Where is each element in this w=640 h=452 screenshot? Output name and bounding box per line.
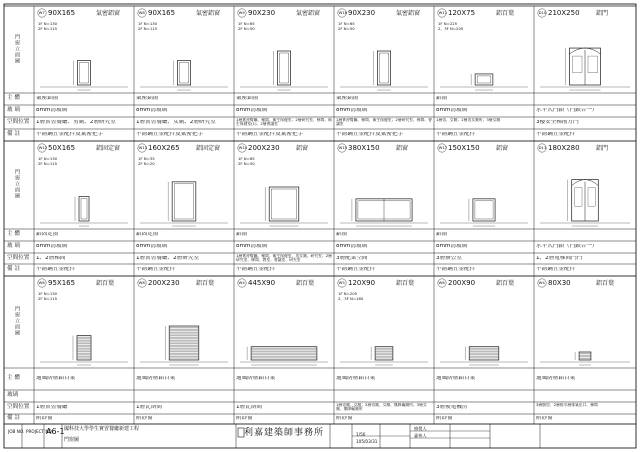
install-note: 2F N=50 <box>338 26 355 31</box>
elevation-w14 <box>269 187 299 221</box>
cell-location: 3層後電機房 <box>436 405 468 410</box>
cell-glass: 8mm清玻璃 <box>236 108 268 113</box>
cell-main: 氣密鋁窗 <box>36 96 59 101</box>
project-no-label: PROJECT NO. <box>26 429 54 434</box>
row-label-location: 空間位置 <box>7 254 30 261</box>
item-code: W6 <box>438 280 445 285</box>
item-name: 鋁固定窗 <box>196 144 221 152</box>
job-no-label: JOB NO. <box>8 429 25 434</box>
row-label-glass: 玻 璃 <box>7 107 20 113</box>
date-value: 105/03/31 <box>356 439 378 444</box>
cell-main: 鋁窗 <box>436 96 448 101</box>
item-code: W4 <box>538 280 545 285</box>
elevation-d11-panel <box>575 188 582 207</box>
sheet-number: A6-1 <box>46 427 65 436</box>
elevation-w8-sash <box>179 63 188 83</box>
cell-glass: 8mm清玻璃 <box>436 108 468 113</box>
item-name: 鋁百葉 <box>396 279 415 287</box>
elevation-w4 <box>579 352 591 360</box>
client-name: 國科技大學學生實習餐廳新建工程 <box>64 426 140 432</box>
install-note: 2F N=50 <box>238 161 255 166</box>
item-dimension: 210X250 <box>548 8 580 17</box>
install-note: 1F N=130 <box>38 291 58 296</box>
item-dimension: 380X150 <box>348 143 380 152</box>
cell-remark: 附紗窗 <box>36 416 53 421</box>
cell-main: 氣密鋁窗 <box>136 96 159 101</box>
item-dimension: 200X230 <box>148 278 180 287</box>
item-dimension: 120X90 <box>348 278 376 287</box>
cell-main: 通風防塵鋁百葉 <box>536 376 576 381</box>
elevation-w11-sash <box>477 76 491 83</box>
cell-main: 通風防塵鋁百葉 <box>36 376 76 381</box>
elevation-w13-sash <box>174 184 194 219</box>
sheet-name: 門窗圖 <box>64 437 80 443</box>
elevation-w9-sash <box>279 53 288 83</box>
cell-remark: 不銹鋼五金配件 <box>236 267 276 272</box>
item-dimension: 90X165 <box>148 8 176 17</box>
cell-remark: 不銹鋼五金配件 <box>536 267 576 272</box>
item-name: 鋁百葉 <box>496 9 515 17</box>
item-dimension: 200X90 <box>448 278 476 287</box>
cell-glass: 8mm清玻璃 <box>136 244 168 249</box>
cell-main: 通風防塵鋁百葉 <box>436 376 476 381</box>
elevation-label: 門窗立面圖 <box>14 306 20 336</box>
install-note: 2F N=20 <box>138 161 155 166</box>
cell-main: 氣密鋁窗 <box>236 96 259 101</box>
cell-remark: 附紗窗 <box>536 416 553 421</box>
cell-glass: 8mm清玻璃 <box>336 244 368 249</box>
cell-glass: 8mm清玻璃 <box>136 108 168 113</box>
cell-location: 1層實習餐廳、梯間、衛生保健室、男女廁、研究室；2層研究室、梯間、教室、會議室、研究室 <box>236 254 332 263</box>
cell-main: 鋁窗 <box>236 232 248 237</box>
cell-location: 1層實習餐廳、男廁、2層研究室 <box>36 120 116 125</box>
cell-main: 鋁窗 <box>336 232 348 237</box>
item-code: W6 <box>38 280 45 285</box>
item-name: 氣密鋁窗 <box>196 9 221 17</box>
cell-main: 鋁窗 <box>436 232 448 237</box>
cell-main: 氣密鋁窗 <box>336 96 359 101</box>
row-label-location: 空間位置 <box>7 119 30 125</box>
item-code: W9 <box>238 10 245 15</box>
item-dimension: 90X230 <box>248 8 276 17</box>
install-note: 2F N=50 <box>238 26 255 31</box>
item-code: W11 <box>438 10 448 15</box>
install-note: 1F N=130 <box>38 21 58 26</box>
item-dimension: 120X75 <box>448 8 476 17</box>
item-name: 鋁百葉 <box>296 279 315 287</box>
cell-glass: 8mm清玻璃 <box>36 108 68 113</box>
install-note: 2F N=115 <box>138 26 158 31</box>
item-code: D10 <box>538 10 547 15</box>
drawn-label: 繪製人 <box>414 426 427 431</box>
scale-value: 1/50 <box>356 432 366 437</box>
install-note: 1F N=225 <box>438 21 458 26</box>
install-note: 1F N=65 <box>238 21 255 26</box>
item-dimension: 50X165 <box>48 143 76 152</box>
elevation-d11-panel <box>588 188 595 207</box>
cell-remark: 附紗窗 <box>336 416 353 421</box>
item-code: W14 <box>238 145 248 150</box>
cell-location: 1層男廁、女廁；2層男廁、女廁、無障礙廁所；3層女廁、無障礙廁所 <box>336 403 427 412</box>
item-dimension: 180X280 <box>548 143 580 152</box>
item-name: 氣密鋁窗 <box>296 9 321 17</box>
row-label-main: 主 體 <box>7 375 20 381</box>
elevation-w12-sash <box>81 199 87 219</box>
cell-remark: 附紗窗 <box>136 416 153 421</box>
elevation-w7-sash <box>79 63 88 83</box>
install-note: 1F N=130 <box>38 156 58 161</box>
row-label-location: 空間位置 <box>7 404 30 410</box>
item-name: 鋁門 <box>596 144 609 152</box>
cell-main: 鋁固定窗 <box>136 232 159 237</box>
cell-remark: 不銹鋼五金配件及氣密把手 <box>36 132 104 137</box>
cell-location: 1、2層電梯間門門 <box>536 255 583 261</box>
item-name: 鋁窗 <box>296 144 309 152</box>
item-name: 鋁門 <box>596 9 609 17</box>
row-label-remark_r3: 備 註 <box>7 415 20 421</box>
elevation-w12 <box>79 197 89 221</box>
cell-location: 1層瓦斯間 <box>136 405 162 410</box>
elevation-label: 門窗立面圖 <box>14 169 20 199</box>
item-name: 鋁百葉 <box>196 279 215 287</box>
elevation-w14-sash <box>271 189 297 219</box>
item-name: 鋁百葉 <box>96 279 115 287</box>
item-dimension: 150X150 <box>448 143 480 152</box>
install-note: 2F N=115 <box>38 161 58 166</box>
install-note: 1F N=205 <box>338 291 358 296</box>
item-dimension: 90X230 <box>348 8 376 17</box>
elevation-w10-sash <box>379 53 388 83</box>
firm-name: 利嘉建築師事務所 <box>244 428 325 438</box>
install-note: 2、3F N=205 <box>438 26 464 31</box>
cell-main: 通風防塵鋁百葉 <box>336 376 376 381</box>
item-dimension: 95X165 <box>48 278 76 287</box>
elevation-d10-panel <box>588 56 598 73</box>
item-code: W7 <box>38 10 45 15</box>
item-name: 鋁百葉 <box>496 279 515 287</box>
cell-location: 3層廚房、2層排水層排氣出口、梯間 <box>536 403 598 407</box>
install-note: 2F N=115 <box>38 296 58 301</box>
install-note: 1F N=65 <box>238 156 255 161</box>
cell-location: 1、2層梯間 <box>36 255 66 261</box>
cell-remark: 不銹鋼五金配件及氣密把手 <box>336 132 404 137</box>
cell-remark: 不銹鋼五金配件 <box>536 132 576 137</box>
item-code: W15 <box>338 145 348 150</box>
row-label-remark: 備 註 <box>7 266 20 272</box>
cell-location: 3樓安全梯前方門 <box>536 120 579 125</box>
cell-glass: 8mm清玻璃 <box>436 244 468 249</box>
item-name: 氣密鋁窗 <box>396 9 421 17</box>
row-label-glass: 玻 璃 <box>7 243 20 249</box>
cell-remark: 不銹鋼五金配件 <box>136 267 176 272</box>
item-dimension: 80X30 <box>548 278 571 287</box>
cell-location: 1層瓦斯間 <box>236 405 262 410</box>
item-name: 氣密鋁窗 <box>96 9 121 17</box>
item-code: W13 <box>138 145 148 150</box>
cell-glass: 8mm清玻璃 <box>36 244 68 249</box>
cell-remark: 不銹鋼五金配件 <box>36 267 76 272</box>
item-code: W10 <box>338 10 348 15</box>
cell-location: 1層實習餐廳、2層研究室 <box>136 255 200 261</box>
row-label-main: 主 體 <box>7 231 20 237</box>
cell-remark: 不銹鋼五金配件 <box>436 132 476 137</box>
cell-remark: 附紗窗 <box>236 416 253 421</box>
cell-location: 1層實習餐廳、女廁、2層研究室 <box>136 120 216 125</box>
check-label: 審核人 <box>414 433 427 438</box>
item-name: 鋁固定窗 <box>96 144 121 152</box>
elevation-w11 <box>475 74 493 85</box>
item-name: 鋁窗 <box>396 144 409 152</box>
cell-location: 1層實習餐廳、梯間、衛生保健室；2層研究室、梯間、會議室 <box>336 118 432 127</box>
install-note: 2F N=115 <box>38 26 58 31</box>
cell-glass: 水平式門鎖（門鎖合一） <box>536 108 598 113</box>
install-note: 1F N=130 <box>138 21 158 26</box>
cell-glass: 水平式門鎖（門鎖合一） <box>536 244 598 249</box>
row-label-main: 主 體 <box>7 95 20 101</box>
cell-location: 1層實習餐廳、梯間、衛生保健室；2層研究室、梯間、衛生保健室(1)、2層會議室 <box>236 118 332 127</box>
item-code: W17 <box>438 145 448 150</box>
cell-main: 通風防塵鋁百葉 <box>236 376 276 381</box>
install-note: 2、3F N=180 <box>338 296 364 301</box>
item-dimension: 445X90 <box>248 278 276 287</box>
elevation-label: 門窗立面圖 <box>14 33 20 64</box>
item-code: D11 <box>538 145 547 150</box>
cell-glass: 8mm清玻璃 <box>236 244 268 249</box>
item-code: W4 <box>238 280 245 285</box>
cell-remark: 不銹鋼五金配件及氣密把手 <box>236 132 304 137</box>
item-code: W8 <box>138 10 145 15</box>
item-dimension: 200X230 <box>248 143 280 152</box>
cell-location: 3層辦公室 <box>436 255 462 261</box>
cell-location: 3層配菜空間 <box>336 255 368 261</box>
cell-remark: 不銹鋼五金配件 <box>436 267 476 272</box>
row-label-glass_r3: 玻璃 <box>7 392 19 398</box>
elevation-w17-sash <box>475 201 493 219</box>
elevation-w13 <box>172 182 196 221</box>
cell-location: 1層實習餐廳 <box>36 405 68 410</box>
cell-main: 鋁固定窗 <box>36 232 59 237</box>
cell-location: 1層男、女廁；2層男女廁所；3層女廁 <box>436 118 501 122</box>
cell-main: 通風防塵鋁百葉 <box>136 376 176 381</box>
item-code: W12 <box>38 145 48 150</box>
install-note: 1F N=65 <box>338 21 355 26</box>
item-dimension: 90X165 <box>48 8 76 17</box>
item-dimension: 160X265 <box>148 143 180 152</box>
row-label-remark: 備 註 <box>7 131 20 137</box>
item-code: W8 <box>138 280 145 285</box>
item-name: 鋁百葉 <box>596 279 615 287</box>
item-code: W5 <box>338 280 345 285</box>
cell-remark: 不銹鋼五金配件 <box>336 267 376 272</box>
cell-remark: 附紗窗 <box>436 416 453 421</box>
elevation-d10-panel <box>572 56 582 73</box>
install-note: 1F N=35 <box>138 156 155 161</box>
item-name: 鋁窗 <box>496 144 509 152</box>
elevation-w17 <box>473 199 495 221</box>
cell-remark: 不銹鋼五金配件及氣密把手 <box>136 132 204 137</box>
cell-glass: 8mm清玻璃 <box>336 108 368 113</box>
